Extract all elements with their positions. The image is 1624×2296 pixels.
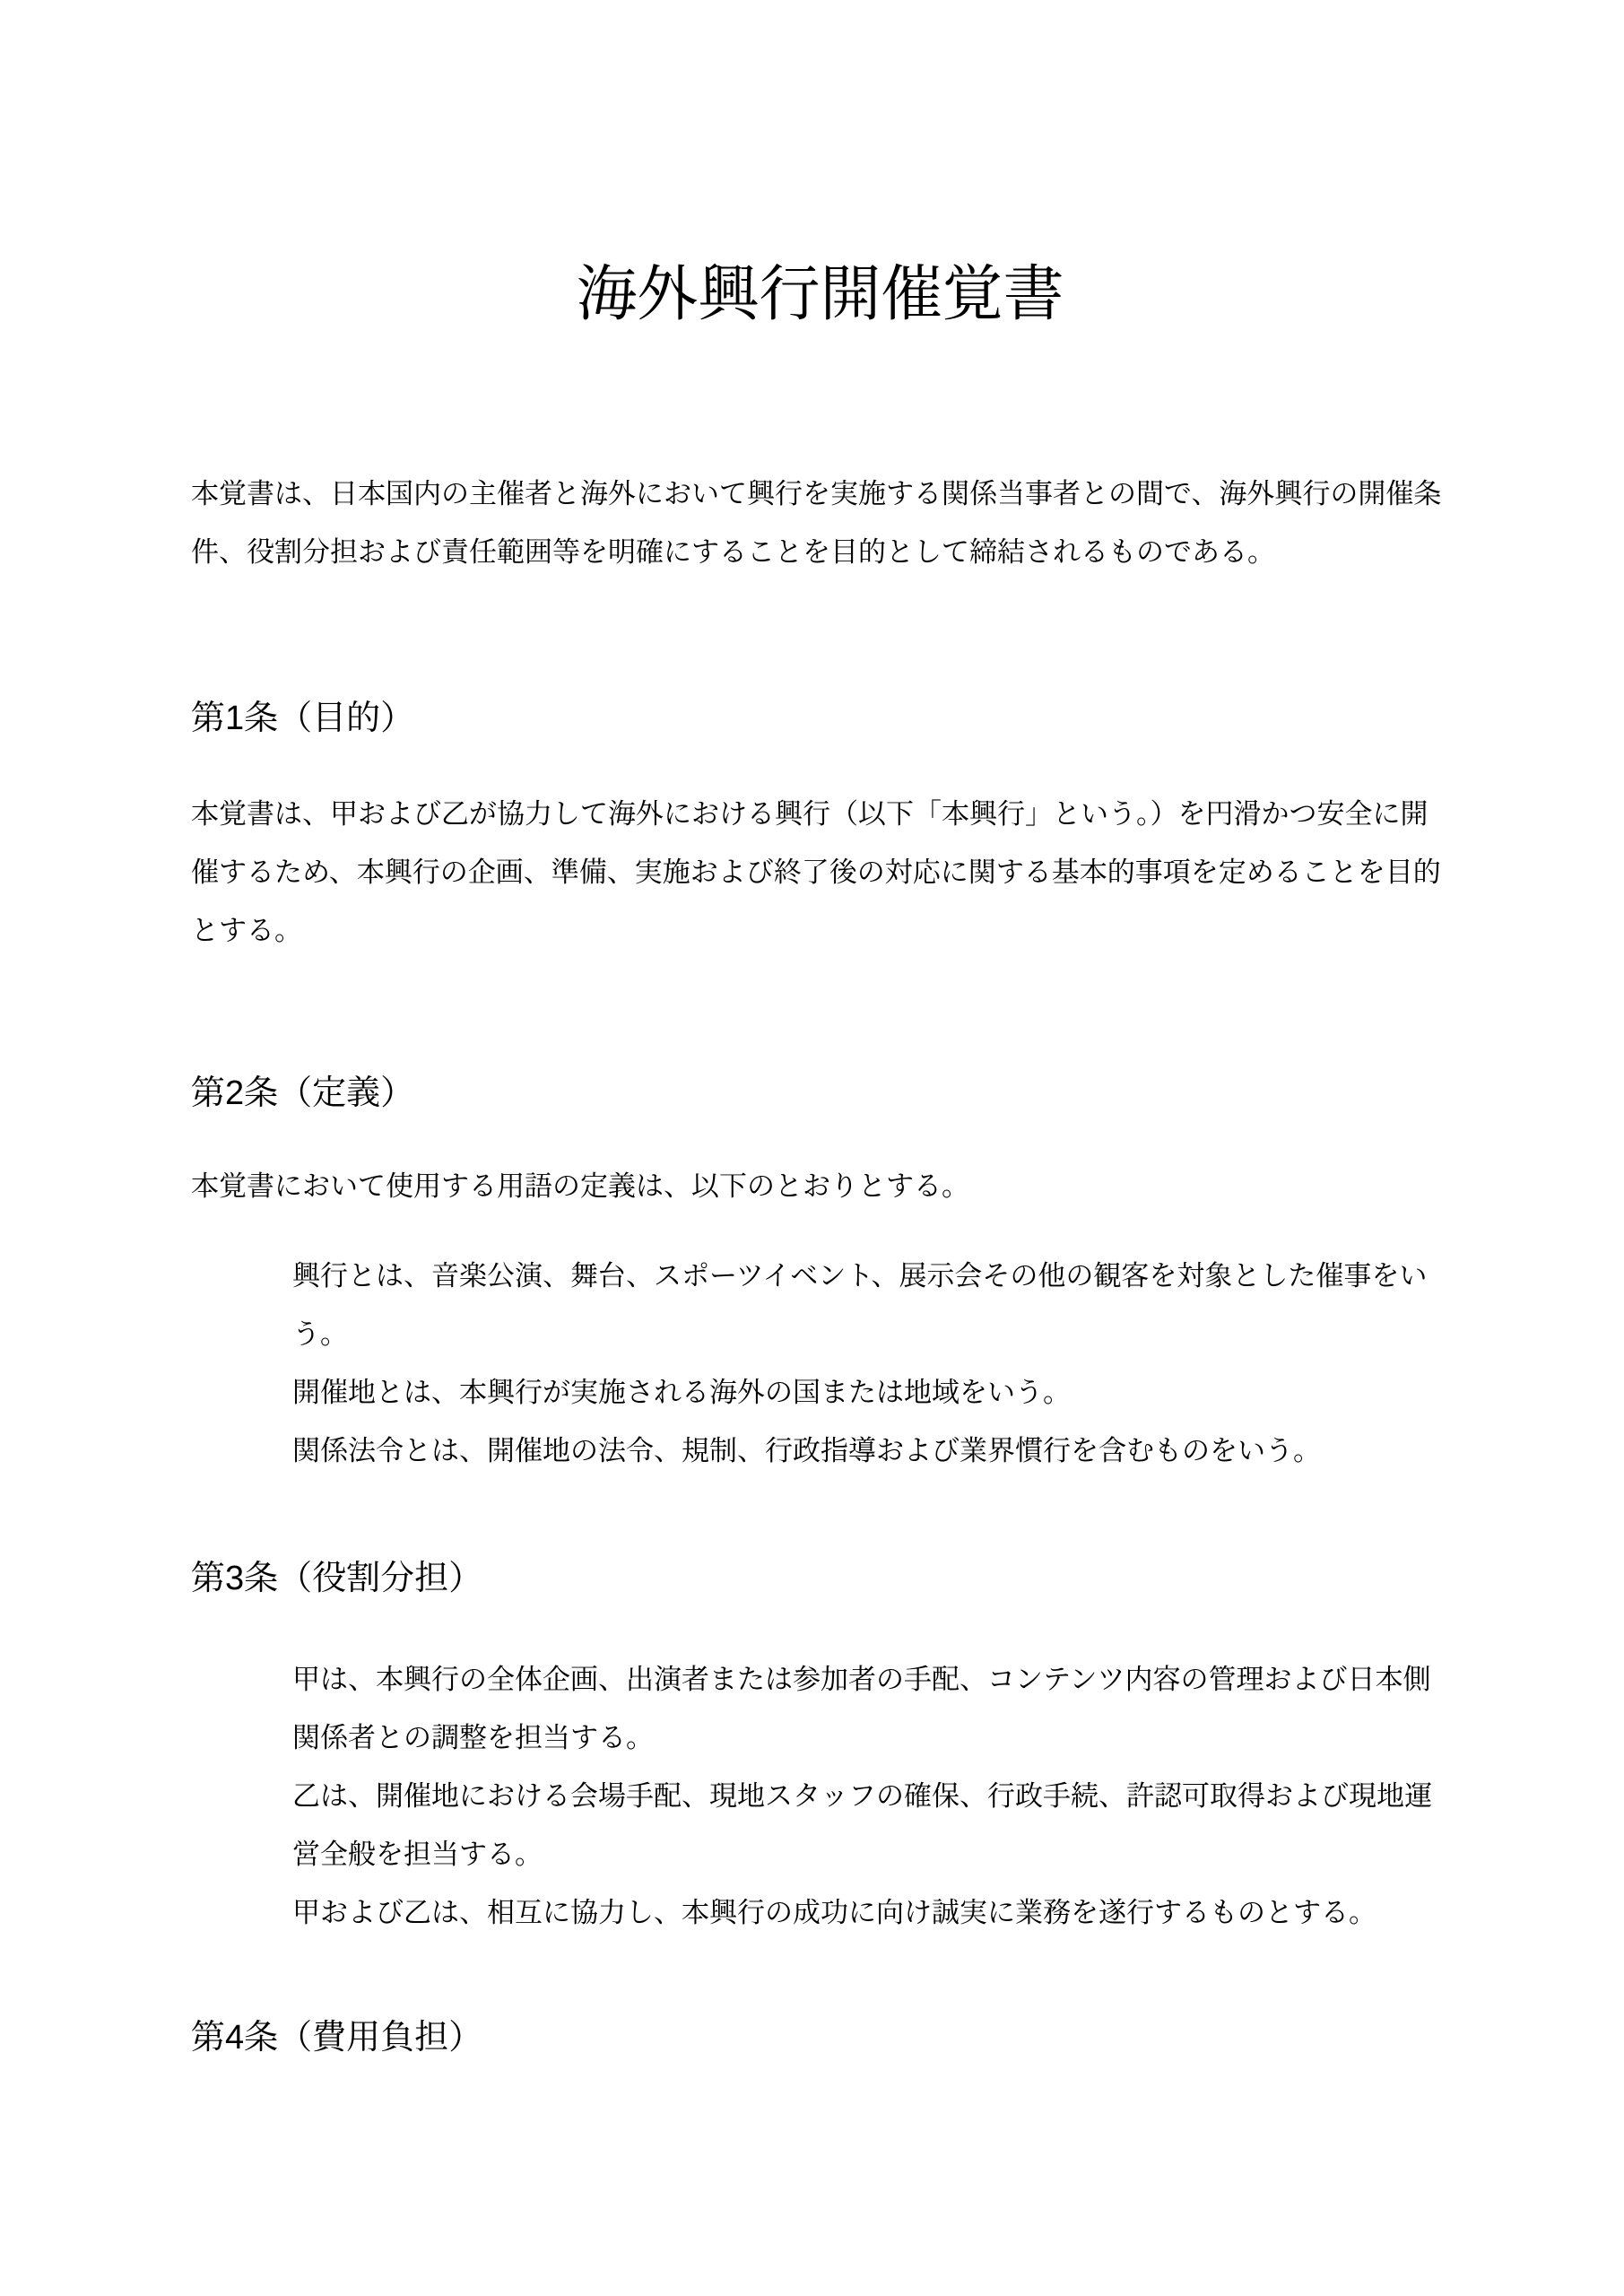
role-item-line-1: 甲は、本興行の全体企画、出演者または参加者の手配、コンテンツ内容の管理および日本側 [292,1664,1431,1695]
article2-definitions [292,1247,1449,1480]
article3-items [292,1650,1449,1942]
document-title: 海外興行開催覚書 [576,260,1064,328]
definition-line-3: 開催地とは、本興行が実施される海外の国または地域をいう。 [292,1377,1071,1408]
role-item-line-2: 関係者との調整を担当する。 [292,1722,654,1753]
role-item-line-5: 甲および乙は、相互に協力し、本興行の成功に向け誠実に業務を遂行するものとする。 [292,1897,1376,1928]
article1-body-line-1: 本覚書は、甲および乙が協力して海外における興行（以下「本興行」という。）を円滑かつ安全に開 [191,798,1429,830]
intro-line-2: 件、役割分担および責任範囲等を明確にすることを目的として締結されるものである。 [191,536,1275,568]
definition-line-2: う。 [292,1318,348,1350]
article1-body-line-3: とする。 [191,915,302,946]
article2-heading: 第2条（定義） [191,1074,415,1112]
article3-heading: 第3条（役割分担） [191,1560,483,1597]
article1-body-line-2: 催するため、本興行の企画、準備、実施および終了後の対応に関する基本的事項を定めることを目的 [191,857,1441,888]
definition-line-4: 関係法令とは、開催地の法令、規制、行政指導および業界慣行を含むものをいう。 [292,1435,1321,1466]
role-item-line-3: 乙は、開催地における会場手配、現地スタッフの確保、行政手続、許認可取得および現地運 [292,1780,1432,1812]
article4-heading: 第4条（費用負担） [191,2019,483,2057]
intro-paragraph [191,465,1449,581]
article1-heading: 第1条（目的） [191,700,415,737]
article2-lead: 本覚書において使用する用語の定義は、以下のとおりとする。 [191,1170,969,1202]
role-item-line-4: 営全般を担当する。 [292,1839,543,1870]
intro-line-1: 本覚書は、日本国内の主催者と海外において興行を実施する関係当事者との間で、海外興行の開催条 [191,478,1442,509]
article1-body [191,785,1449,960]
definition-line-1: 興行とは、音楽公演、舞台、スポーツイベント、展示会その他の観客を対象とした催事をい [292,1260,1428,1292]
